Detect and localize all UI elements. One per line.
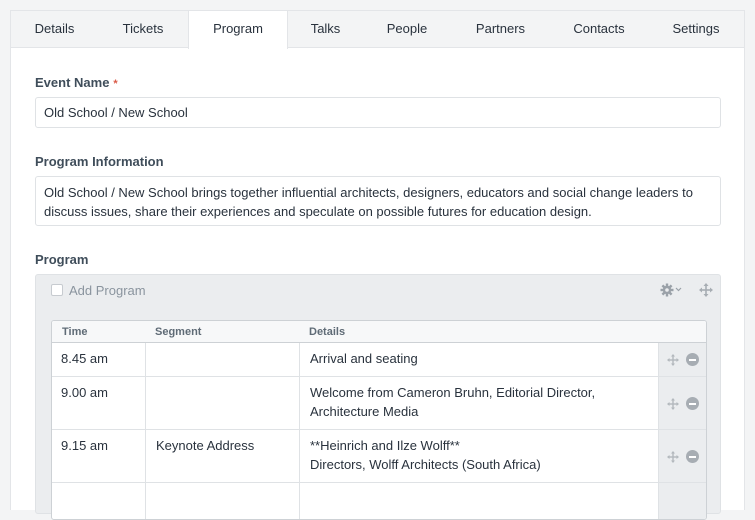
move-block-icon[interactable] xyxy=(699,283,713,300)
add-program-checkbox[interactable] xyxy=(51,284,63,296)
table-header xyxy=(52,321,706,343)
program-information-line-2: discuss issues, share their experiences and speculate on possible futures for education design. xyxy=(44,204,592,219)
details-cell[interactable] xyxy=(299,483,658,520)
row-actions xyxy=(658,483,706,520)
details-cell[interactable] xyxy=(299,343,658,376)
tab-bar xyxy=(11,11,744,48)
tab-partners[interactable]: Partners xyxy=(475,21,526,36)
program-information-line-1: Old School / New School brings together influential architects, designers, educators and social change leaders to xyxy=(44,185,693,200)
details-line-2: Directors, Wolff Architects (South Africa) xyxy=(310,457,541,472)
reorder-icon[interactable] xyxy=(666,397,680,411)
add-program-label[interactable]: Add Program xyxy=(69,283,146,298)
tab-people[interactable]: People xyxy=(386,21,428,36)
event-name-label-text: Event Name xyxy=(35,75,110,90)
details-cell[interactable] xyxy=(299,377,658,429)
tab-program[interactable]: Program xyxy=(188,11,288,49)
program-table xyxy=(51,320,707,520)
row-actions xyxy=(658,377,706,429)
remove-row-icon[interactable] xyxy=(686,353,699,366)
tab-tickets[interactable]: Tickets xyxy=(122,21,164,36)
program-information-textarea[interactable] xyxy=(35,176,721,226)
details-line-1: Arrival and seating xyxy=(310,351,418,366)
tab-talks[interactable]: Talks xyxy=(310,21,341,36)
remove-row-icon[interactable] xyxy=(686,397,699,410)
tab-details[interactable]: Details xyxy=(34,21,75,36)
row-actions xyxy=(658,430,706,482)
remove-row-icon[interactable] xyxy=(686,450,699,463)
time-cell[interactable]: 9.15 am xyxy=(61,438,108,453)
required-indicator: * xyxy=(113,78,118,90)
details-line-2: Architecture Media xyxy=(310,404,419,419)
settings-gear-icon[interactable] xyxy=(660,283,684,300)
row-actions xyxy=(658,343,706,376)
segment-cell[interactable] xyxy=(145,377,299,429)
segment-cell[interactable] xyxy=(145,483,299,520)
column-header-details: Details xyxy=(309,326,346,338)
time-cell[interactable]: 8.45 am xyxy=(61,351,108,366)
time-cell[interactable] xyxy=(52,483,145,520)
program-label: Program xyxy=(35,252,89,267)
reorder-icon[interactable] xyxy=(666,353,680,367)
time-cell[interactable]: 9.00 am xyxy=(61,385,108,400)
table-row xyxy=(52,483,706,520)
add-program-row xyxy=(36,275,720,305)
column-header-segment: Segment xyxy=(155,326,202,338)
table-row xyxy=(52,430,706,483)
tab-settings[interactable]: Settings xyxy=(672,21,720,36)
table-row xyxy=(52,343,706,377)
reorder-icon[interactable] xyxy=(666,450,680,464)
column-header-time: Time xyxy=(62,326,88,338)
details-line-1: **Heinrich and Ilze Wolff** xyxy=(310,438,460,453)
details-cell[interactable] xyxy=(299,430,658,482)
tab-contacts[interactable]: Contacts xyxy=(573,21,625,36)
table-row xyxy=(52,377,706,430)
program-matrix-block xyxy=(35,274,721,514)
details-line-1: Welcome from Cameron Bruhn, Editorial Director, xyxy=(310,385,596,400)
program-editor-panel xyxy=(10,10,745,510)
event-name-label xyxy=(35,75,118,90)
segment-cell[interactable] xyxy=(145,343,299,376)
program-information-label: Program Information xyxy=(35,154,164,169)
segment-cell[interactable]: Keynote Address xyxy=(145,430,299,482)
event-name-input[interactable]: Old School / New School xyxy=(35,97,721,128)
